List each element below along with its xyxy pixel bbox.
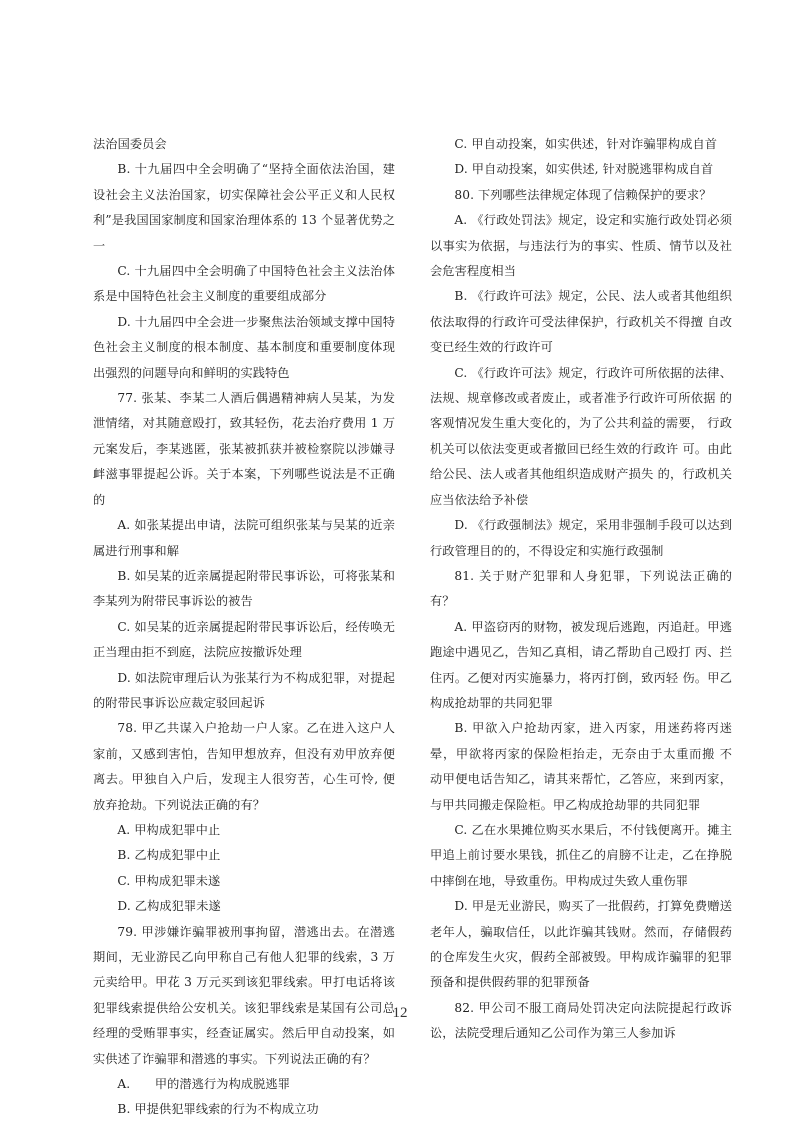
paragraph: 82. 甲公司不服工商局处罚决定向法院提起行政诉讼，法院受理后通知乙公司作为第三人参加诉 (430, 1000, 732, 1041)
paragraph: A. 《行政处罚法》规定，设定和实施行政处罚必须以事实为依据，与违法行为的事实、性质、情节以及社会危害程度相当 (430, 213, 732, 279)
paragraph: B. 乙构成犯罪中止 (117, 848, 221, 863)
paragraph: D. 乙构成犯罪未遂 (117, 899, 221, 914)
paragraph: C. 甲构成犯罪未遂 (117, 873, 221, 888)
right-column (430, 132, 732, 1047)
left-column (93, 132, 395, 1123)
page-number: 12 (392, 1005, 408, 1021)
paragraph: C. 如吴某的近亲属提起附带民事诉讼后，经传唤无正当理由拒不到庭，法院应按撤诉处理 (93, 619, 395, 660)
paragraph: B. 如吴某的近亲属提起附带民事诉讼，可将张某和李某列为附带民事诉讼的被告 (93, 568, 395, 609)
paragraph: 77. 张某、李某二人酒后偶遇精神病人吴某，为发泄情绪，对其随意殴打，致其轻伤，花去治疗费用 1 万元案发后，李某逃匿，张某被抓获并被检察院以涉嫌寻衅滋事罪提起公诉。关于本案，下列哪些说法是不正确的 (93, 391, 395, 507)
paragraph: D. 甲是无业游民，购买了一批假药，打算免费赠送老年人，骗取信任，以此诈骗其钱财。然而，存储假药的仓库发生火灾，假药全部被毁。甲构成诈骗罪的犯罪预备和提供假药罪的犯罪预备 (430, 899, 732, 990)
paragraph: A. 甲构成犯罪中止 (117, 822, 221, 837)
paragraph: 78. 甲乙共谋入户抢劫一户人家。乙在进入这户人家前，又感到害怕，告知甲想放弃，但没有劝甲放弃便离去。甲独自入户后，发现主人很穷苦，心生可怜, 便放弃抢劫。下列说法正确的有？ (93, 721, 395, 812)
paragraph: 79. 甲涉嫌诈骗罪被刑事拘留，潜逃出去。在潜逃期间，无业游民乙向甲称自己有他人犯罪的线索，3 万元卖给甲。甲花 3 万元买到该犯罪线索。甲打电话将该犯罪线索提供给公安机关。该犯罪线索是某国有公司总经理的受贿罪事实，经查证属实。然后甲自动投案，如实供述了诈骗罪和潜逃的事实。下列说法正确的有？ (93, 924, 395, 1066)
paragraph: B. 甲欲入户抢劫丙家，进入丙家，用迷药将丙迷晕，甲欲将丙家的保险柜抬走，无奈由于太重而搬 不 动甲便电话告知乙，请其来帮忙，乙答应，来到丙家，与甲共同搬走保险柜。甲乙构成抢劫罪的共同犯罪 (430, 721, 732, 812)
paragraph: D. 《行政强制法》规定，采用非强制手段可以达到行政管理目的的，不得设定和实施行政强制 (430, 518, 732, 558)
paragraph: A. 甲盗窃丙的财物，被发现后逃跑，丙追赶。甲逃跑途中遇见乙，告知乙真相，请乙帮助自己殴打 丙、拦住丙。乙便对丙实施暴力，将丙打倒，致丙轻 伤。甲乙构成抢劫罪的共同犯罪 (430, 619, 732, 710)
paragraph: B. 十九届四中全会明确了“坚持全面依法治国，建设社会主义法治国家，切实保障社会公平正义和人民权利”是我国国家制度和国家治理体系的 13 个显著优势之一 (93, 162, 395, 253)
paragraph: A. 如张某提出申请，法院可组织张某与吴某的近亲属进行刑事和解 (93, 518, 395, 558)
paragraph: D. 如法院审理后认为张某行为不构成犯罪，对提起的附带民事诉讼应裁定驳回起诉 (93, 670, 395, 710)
paragraph: 法治国委员会 (93, 137, 167, 151)
paragraph: B. 甲提供犯罪线索的行为不构成立功 (117, 1102, 319, 1117)
paragraph: C. 《行政许可法》规定，行政许可所依据的法律、法规、规章修改或者废止，或者准予行政许可所依据 的客观情况发生重大变化的，为了公共利益的需要， 行政机关可以依法变更或者撤回已经生效的行政许 可。由此给公民、法人或者其他组织造成财产损失 的，行政机关应当依法给予补偿 (430, 365, 732, 507)
paragraph: D. 甲自动投案，如实供述, 针对脱逃罪构成自首 (454, 162, 714, 177)
paragraph: 81. 关于财产犯罪和人身犯罪，下列说法正确的有？ (430, 568, 732, 609)
paragraph: B. 《行政许可法》规定，公民、法人或者其他组织依法取得的行政许可受法律保护，行政机关不得擅 自改变已经生效的行政许可 (430, 289, 732, 355)
paragraph: C. 乙在水果摊位购买水果后，不付钱便离开。摊主甲追上前讨要水果钱，抓住乙的肩膀不让走，乙在挣脱中摔倒在地，导致重伤。甲构成过失致人重伤罪 (430, 822, 732, 888)
paragraph: 80. 下列哪些法律规定体现了信赖保护的要求？ (454, 187, 712, 202)
paragraph: A. 甲的潜逃行为构成脱逃罪 (117, 1077, 291, 1092)
paragraph: C. 甲自动投案，如实供述，针对诈骗罪构成自首 (454, 137, 718, 151)
paragraph: D. 十九届四中全会进一步聚焦法治领域支撑中国特色社会主义制度的根本制度、基本制度和重要制度体现出强烈的问题导向和鲜明的实践特色 (93, 314, 395, 380)
paragraph: C. 十九届四中全会明确了中国特色社会主义法治体系是中国特色社会主义制度的重要组成部分 (93, 264, 395, 304)
